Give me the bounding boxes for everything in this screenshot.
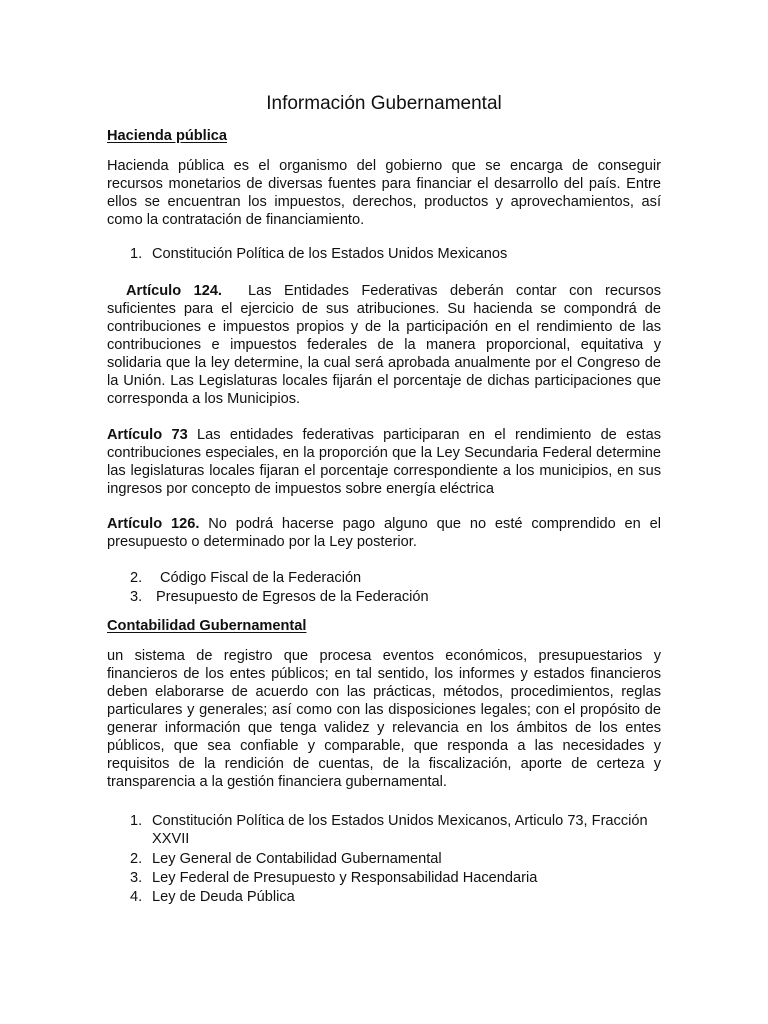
- list-item-number: 3.: [130, 870, 143, 886]
- list-item-number: 1.: [130, 246, 143, 262]
- list-item: [130, 850, 442, 868]
- article-text: Las Entidades Federativas deberán contar con recursos suficientes para el ejercicio de sus atribuciones. Su hacienda se compondrá de contribuciones e impuestos propios y de la participación en el rendimiento de las contribuciones e impuestos federales de la manera proporcional, equitativa y solidaria que la ley determine, la cual será aprobada anualmente por el Congreso de la Unión. Las Legislaturas locales fijarán el porcentaje de dichas participaciones que corresponda a los Municipios.: [107, 283, 662, 407]
- article-label: Artículo 126.: [107, 516, 200, 532]
- article-label: Artículo 124.: [126, 283, 222, 299]
- list-item-number: 4.: [130, 889, 143, 905]
- list-item-continuation: XXVII: [152, 831, 190, 847]
- contabilidad-intro-paragraph: un sistema de registro que procesa eventos económicos, presupuestarios y financieros de los entes públicos; en tal sentido, los informes y estados financieros deben elaborarse de acuerdo con las prácticas, métodos, procedimientos, reglas particulares y generales; así como con las disposiciones legales; con el propósito de generar información que tenga validez y relevancia en los ámbitos de los entes públicos, que sea confiable y comparable, que responda a las necesidades y requisitos de la rendición de cuentas, de la fiscalización, aporte de certeza y transparencia a la gestión financiera gubernamental.: [107, 648, 661, 790]
- list-item-number: 1.: [130, 813, 143, 829]
- list-item-text: Constitución Política de los Estados Unidos Mexicanos: [152, 246, 508, 262]
- article-text: No podrá hacerse pago alguno que no esté comprendido en el presupuesto o determinado por la Ley posterior.: [107, 516, 661, 550]
- article-124-paragraph: [107, 282, 661, 408]
- list-item-number: 2.: [130, 570, 143, 586]
- section-heading-contabilidad: Contabilidad Gubernamental: [107, 618, 307, 634]
- list-item: [130, 569, 361, 587]
- list-item: [130, 888, 295, 906]
- hacienda-intro-paragraph: Hacienda pública es el organismo del gobierno que se encarga de conseguir recursos monetarios de diversas fuentes para financiar el desarrollo del país. Entre ellos se encuentran los impuestos, derechos, productos y aprovechamientos, así como la contratación de financiamiento.: [107, 158, 661, 228]
- list-item: [130, 812, 648, 830]
- list-item: [130, 245, 507, 263]
- article-label: Artículo 73: [107, 427, 188, 443]
- article-73-paragraph: [107, 426, 661, 498]
- list-item-number: 2.: [130, 851, 143, 867]
- list-item-text: Ley General de Contabilidad Gubernamental: [152, 851, 442, 867]
- list-item-text: Presupuesto de Egresos de la Federación: [156, 589, 429, 605]
- list-item: [130, 588, 429, 606]
- list-item-number: 3.: [130, 589, 143, 605]
- article-text: Las entidades federativas participaran en el rendimiento de estas contribuciones especiales, en la proporción que la Ley Secundaria Federal determine las legislaturas locales fijaran el porcentaje correspondiente a los municipios, en sus ingresos por concepto de impuestos sobre energía eléctrica: [107, 427, 661, 497]
- list-item-text: Constitución Política de los Estados Unidos Mexicanos, Articulo 73, Fracción: [152, 813, 648, 829]
- list-item: [130, 869, 537, 887]
- list-item-text: Ley Federal de Presupuesto y Responsabilidad Hacendaria: [152, 870, 538, 886]
- list-item-text: Código Fiscal de la Federación: [160, 570, 362, 586]
- document-title: Información Gubernamental: [266, 93, 502, 114]
- article-126-paragraph: [107, 515, 661, 551]
- list-item-text: Ley de Deuda Pública: [152, 889, 295, 905]
- section-heading-hacienda: Hacienda pública: [107, 128, 228, 144]
